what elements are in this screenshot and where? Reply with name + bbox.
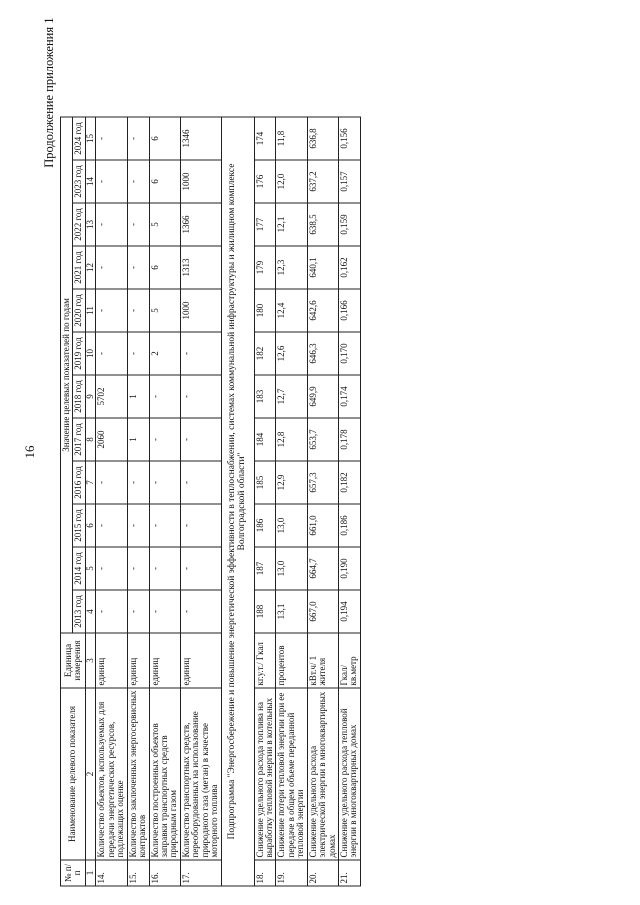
year-header: 2020 год <box>73 289 85 332</box>
value-cell: - <box>149 547 180 590</box>
value-cell: 1000 <box>180 160 221 203</box>
table-row <box>307 117 338 886</box>
unit-cell: единиц <box>149 633 180 688</box>
value-cell: 182 <box>254 332 276 375</box>
value-cell: 12,7 <box>276 375 307 418</box>
value-cell: 0,190 <box>339 547 361 590</box>
value-cell: - <box>180 504 221 547</box>
subprogram-title: Подпрограмма "Энергосбережение и повышение энергетической эффективности в теплоснабжении, системах коммунальной инфраструктуры и жилищном комплексе Волгоградской области" <box>221 117 254 886</box>
value-cell: - <box>127 289 149 332</box>
indicator-name: Количество построенных объектов заправки транспортных средств природным газом <box>149 688 180 860</box>
value-cell: - <box>180 590 221 633</box>
column-index: 2 <box>85 688 95 860</box>
column-index: 15 <box>85 117 95 160</box>
value-cell: 640,1 <box>307 246 338 289</box>
column-index: 5 <box>85 547 95 590</box>
unit-cell: единиц <box>127 633 149 688</box>
value-cell: 174 <box>254 117 276 160</box>
value-cell: 0,178 <box>339 418 361 461</box>
value-cell: - <box>180 547 221 590</box>
table-row <box>254 117 276 886</box>
value-cell: 1366 <box>180 203 221 246</box>
value-cell: 664,7 <box>307 547 338 590</box>
year-header: 2017 год <box>73 418 85 461</box>
value-cell: - <box>96 160 127 203</box>
value-cell: - <box>127 590 149 633</box>
year-header: 2015 год <box>73 504 85 547</box>
value-cell: - <box>96 461 127 504</box>
value-cell: 183 <box>254 375 276 418</box>
year-header: 2013 год <box>73 590 85 633</box>
value-cell: - <box>96 504 127 547</box>
col-header-num: № п/п <box>61 860 86 886</box>
value-cell: - <box>96 117 127 160</box>
value-cell: 0,174 <box>339 375 361 418</box>
value-cell: - <box>180 332 221 375</box>
table-row <box>180 117 221 886</box>
value-cell: 1 <box>127 418 149 461</box>
column-index: 13 <box>85 203 95 246</box>
unit-cell: единиц <box>96 633 127 688</box>
value-cell: 185 <box>254 461 276 504</box>
value-cell: 0,162 <box>339 246 361 289</box>
value-cell: 184 <box>254 418 276 461</box>
indicator-name: Снижение удельного расхода топлива на выработку тепловой энергии в котельных <box>254 688 276 860</box>
value-cell: 12,4 <box>276 289 307 332</box>
value-cell: 0,156 <box>339 117 361 160</box>
column-index: 14 <box>85 160 95 203</box>
value-cell: - <box>149 504 180 547</box>
value-cell: 180 <box>254 289 276 332</box>
value-cell: 179 <box>254 246 276 289</box>
value-cell: - <box>149 418 180 461</box>
column-index: 4 <box>85 590 95 633</box>
value-cell: 12,0 <box>276 160 307 203</box>
year-header: 2023 год <box>73 160 85 203</box>
value-cell: 636,8 <box>307 117 338 160</box>
value-cell: 188 <box>254 590 276 633</box>
subprogram-row <box>221 117 254 886</box>
value-cell: 13,1 <box>276 590 307 633</box>
column-index: 6 <box>85 504 95 547</box>
value-cell: - <box>127 246 149 289</box>
value-cell: 657,3 <box>307 461 338 504</box>
column-index: 10 <box>85 332 95 375</box>
value-cell: - <box>180 375 221 418</box>
value-cell: - <box>127 547 149 590</box>
indicator-name: Снижение удельного расхода электрической энергии в многоквартирных домах <box>307 688 338 860</box>
value-cell: 13,0 <box>276 547 307 590</box>
year-header: 2019 год <box>73 332 85 375</box>
value-cell: - <box>96 289 127 332</box>
value-cell: 0,182 <box>339 461 361 504</box>
value-cell: 187 <box>254 547 276 590</box>
value-cell: 6 <box>149 160 180 203</box>
value-cell: 6 <box>149 117 180 160</box>
indicator-name: Снижение удельного расхода тепловой энергии в многоквартирных домах <box>339 688 361 860</box>
value-cell: 0,170 <box>339 332 361 375</box>
value-cell: - <box>127 332 149 375</box>
value-cell: 2060 <box>96 418 127 461</box>
year-header: 2024 год <box>73 117 85 160</box>
value-cell: - <box>127 117 149 160</box>
value-cell: - <box>96 547 127 590</box>
value-cell: - <box>180 461 221 504</box>
table-row <box>96 117 127 886</box>
value-cell: 12,8 <box>276 418 307 461</box>
value-cell: 653,7 <box>307 418 338 461</box>
indicator-name: Снижение потери тепловой энергии при ее передаче в общем объеме переданной тепловой энергии <box>276 688 307 860</box>
value-cell: - <box>127 203 149 246</box>
value-cell: 6 <box>149 246 180 289</box>
value-cell: - <box>149 375 180 418</box>
value-cell: 637,2 <box>307 160 338 203</box>
column-index-row <box>85 117 95 886</box>
column-index: 3 <box>85 633 95 688</box>
document-page <box>10 10 630 895</box>
value-cell: 0,166 <box>339 289 361 332</box>
value-cell: - <box>96 203 127 246</box>
column-index: 8 <box>85 418 95 461</box>
value-cell: 12,6 <box>276 332 307 375</box>
row-number: 16. <box>149 860 180 886</box>
header-row-1 <box>61 117 73 886</box>
column-index: 11 <box>85 289 95 332</box>
value-cell: 11,8 <box>276 117 307 160</box>
table-body-main <box>96 117 221 886</box>
value-cell: 1 <box>127 375 149 418</box>
value-cell: 5 <box>149 203 180 246</box>
page-number: 16 <box>22 445 37 459</box>
row-number: 15. <box>127 860 149 886</box>
row-number: 19. <box>276 860 307 886</box>
value-cell: 186 <box>254 504 276 547</box>
value-cell: - <box>180 418 221 461</box>
value-cell: 0,157 <box>339 160 361 203</box>
value-cell: 667,0 <box>307 590 338 633</box>
year-header: 2018 год <box>73 375 85 418</box>
unit-cell: кг.у.т./ Гкал <box>254 633 276 688</box>
value-cell: 638,5 <box>307 203 338 246</box>
value-cell: - <box>96 246 127 289</box>
column-index: 9 <box>85 375 95 418</box>
value-cell: 1313 <box>180 246 221 289</box>
indicator-name: Количество заключенных энергосервисных контрактов <box>127 688 149 860</box>
value-cell: 13,0 <box>276 504 307 547</box>
value-cell: 5 <box>149 289 180 332</box>
value-cell: 12,9 <box>276 461 307 504</box>
value-cell: 177 <box>254 203 276 246</box>
value-cell: 0,186 <box>339 504 361 547</box>
year-header: 2016 год <box>73 461 85 504</box>
column-index: 12 <box>85 246 95 289</box>
value-cell: 646,3 <box>307 332 338 375</box>
column-index: 7 <box>85 461 95 504</box>
value-cell: - <box>149 590 180 633</box>
value-cell: 0,194 <box>339 590 361 633</box>
row-number: 18. <box>254 860 276 886</box>
value-cell: 642,6 <box>307 289 338 332</box>
value-cell: 2 <box>149 332 180 375</box>
col-header-values: Значение целевых показателей по годам <box>61 117 73 633</box>
value-cell: - <box>127 461 149 504</box>
value-cell: - <box>127 504 149 547</box>
column-index: 1 <box>85 860 95 886</box>
indicator-name: Количество транспортных средств, переоборудованных на использование природного газа (метан) в качестве моторного топлива <box>180 688 221 860</box>
value-cell: - <box>127 160 149 203</box>
value-cell: 661,0 <box>307 504 338 547</box>
table-body-subprogram <box>254 117 360 886</box>
table-row <box>149 117 180 886</box>
value-cell: 649,9 <box>307 375 338 418</box>
indicator-name: Количество объектов, используемых для передачи энергетических ресурсов, подлежащих оценке <box>96 688 127 860</box>
unit-cell: Гкал/ кв.метр <box>339 633 361 688</box>
value-cell: 1000 <box>180 289 221 332</box>
value-cell: 12,3 <box>276 246 307 289</box>
unit-cell: процентов <box>276 633 307 688</box>
unit-cell: кВт.ч/ 1 жителя <box>307 633 338 688</box>
unit-cell: единиц <box>180 633 221 688</box>
col-header-name: Наименование целевого показателя <box>61 688 86 860</box>
indicators-table <box>60 117 361 887</box>
year-header: 2022 год <box>73 203 85 246</box>
value-cell: - <box>96 332 127 375</box>
year-header: 2021 год <box>73 246 85 289</box>
row-number: 17. <box>180 860 221 886</box>
value-cell: 0,159 <box>339 203 361 246</box>
value-cell: - <box>96 590 127 633</box>
value-cell: 12,1 <box>276 203 307 246</box>
table-row <box>127 117 149 886</box>
table-row <box>276 117 307 886</box>
table-row <box>339 117 361 886</box>
value-cell: 176 <box>254 160 276 203</box>
row-number: 21. <box>339 860 361 886</box>
value-cell: 1346 <box>180 117 221 160</box>
row-number: 20. <box>307 860 338 886</box>
year-header: 2014 год <box>73 547 85 590</box>
col-header-unit: Единица измерения <box>61 633 86 688</box>
continuation-label: Продолжение приложения 1 <box>42 17 56 168</box>
row-number: 14. <box>96 860 127 886</box>
value-cell: 5702 <box>96 375 127 418</box>
value-cell: - <box>149 461 180 504</box>
